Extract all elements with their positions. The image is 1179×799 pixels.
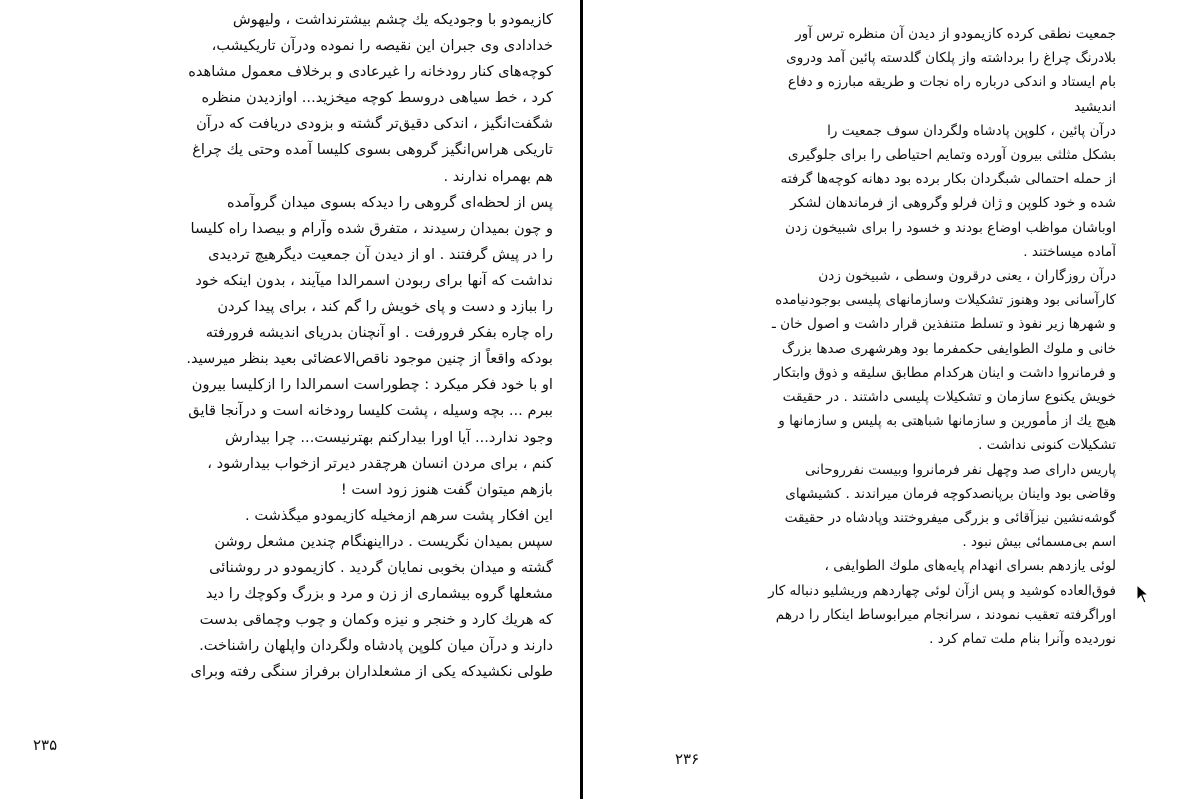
- text-line: گشته و میدان بخوبی نمایان گردید . کازیمودو در روشنائی: [209, 558, 553, 576]
- text-line: پاریس دارای صد وچهل نفر فرمانروا وبیست نفرروحانی: [805, 461, 1116, 478]
- text-line: را در پیش گرفتند . او از دیدن آن جمعیت دیگرهیچ تردیدی: [208, 245, 553, 263]
- page-gutter-divider: [580, 0, 583, 799]
- text-line: خویش یکنوع سازمان و تشکیلات پلیسی داشتند . در حقیقت: [782, 389, 1116, 406]
- text-line: تاریکی هراس‌انگیز گروهی بسوی کلیسا آمده وحتی یك چراغ: [192, 141, 553, 159]
- text-line: مشعلها گروه بیشماری از زن و مرد و بزرگ وکوچك را دید: [205, 585, 553, 603]
- text-line: خانی و ملوك الطوایفی حکمفرما بود وهرشهری صدها بزرگ: [781, 340, 1116, 357]
- text-line: و شهرها زیر نفوذ و تسلط متنفذین قرار داشت و اصول خان ـ: [771, 316, 1116, 333]
- left-page: [0, 0, 582, 799]
- text-line: راه چاره بفکر فرورفت . او آنچنان بدریای اندیشه فرورفته: [205, 324, 553, 342]
- left-page-number: ۲۳۵: [33, 736, 58, 754]
- text-line: سپس بمیدان نگریست . درااینهنگام چندین مشعل روشن: [214, 532, 553, 550]
- right-page-text: [676, 22, 1116, 651]
- text-line: اوراگرفته تعقیب نمودند ، سرانجام میرابوساط اینکار را درهم: [775, 606, 1116, 623]
- text-line: نوردیده وآنرا بنام ملت تمام کرد .: [929, 631, 1116, 648]
- text-line: شده و خود کلوپن و ژان فرلو وگروهی از فرماندهان لشکر: [790, 195, 1116, 212]
- right-page: [584, 0, 1179, 799]
- text-line: پس از لحظه‌ای گروهی را دیدکه بسوی میدان گروآمده: [227, 193, 553, 211]
- text-line: طولی نکشیدکه یکی از مشعلداران برفراز سنگی رفته وبرای: [190, 663, 553, 681]
- text-line: گوشه‌نشین نیزآقائی و بزرگی میفروختند وپادشاه در حقیقت: [784, 510, 1116, 527]
- text-line: و فرمانروا داشت و اینان هرکدام مطابق سلیقه و ذوق وابتکار: [773, 364, 1116, 381]
- text-line: نداشت که آنها برای ربودن اسمرالدا میآیند ، بدون اینکه خود: [195, 271, 553, 289]
- text-line: آماده میساختند .: [1023, 243, 1116, 260]
- text-line: وقاضی بود واینان برپانصدکوچه فرمان میراندند . کشیشهای: [785, 485, 1116, 502]
- text-line: لوئی یازدهم بسرای انهدام پایه‌های ملوك الطوایفی ،: [824, 558, 1116, 575]
- text-line: کازیمودو با وجودیکه یك چشم بیشترنداشت ، ولیهوش: [232, 11, 553, 28]
- text-line: او با خود فکر میکرد : چطوراست اسمرالدا را ازکلیسا بیرون: [191, 376, 553, 394]
- text-line: کنم ، برای مردن انسان هرچقدر دیرتر ازخواب بیدارشود ،: [207, 454, 553, 472]
- text-line: درآن پائین ، کلوپن پادشاه ولگردان سوف جمعیت را: [827, 122, 1116, 139]
- text-line: خدادادی وی جبران این نقیصه را نموده ودرآن تاریکیشب،: [211, 37, 553, 55]
- text-line: و چون بمیدان رسیدند ، متفرق شده وآرام و بیصدا راه کلیسا: [190, 219, 553, 237]
- text-line: کرد ، خط سیاهی دروسط کوچه میخزید... اوازدیدن منظره: [201, 89, 553, 107]
- text-line: کوچه‌های کنار رودخانه را غیرعادی و برخلاف معمول مشاهده: [188, 63, 553, 81]
- text-line: ببرم ... بچه وسیله ، پشت کلیسا رودخانه است و درآنجا قایق: [188, 402, 553, 420]
- text-line: هم بهمراه ندارند .: [443, 167, 553, 185]
- text-line: وجود ندارد... آیا اورا بیدارکنم بهترنیست... چرا بیدارش: [224, 428, 553, 446]
- text-line: کارآسانی بود وهنوز تشکیلات وسازمانهای پلیسی بوجودنیامده: [775, 292, 1116, 309]
- text-line: اوباشان مواظب اوضاع بودند و خسود را برای شبیخون زدن: [784, 219, 1116, 236]
- text-line: تشکیلات کنونی نداشت .: [978, 437, 1116, 454]
- text-line: بودکه واقعاً از چنین موجود ناقص‌الاعضائی بعید بنظر میرسید.: [186, 350, 553, 368]
- text-line: را ببازد و دست و پای خویش را گم کند ، برای پیدا کردن: [217, 298, 553, 316]
- text-line: بام ایستاد و اندکی درباره راه نجات و طریقه مبارزه و دفاع: [787, 74, 1116, 91]
- text-line: جمعیت نطقی کرده کازیمودو از دیدن آن منظره ترس آور: [795, 26, 1116, 42]
- text-line: اندیشید: [1074, 98, 1116, 115]
- text-line: این افکار پشت سرهم ازمخیله کازیمودو میگذشت .: [245, 506, 553, 524]
- text-line: بشکل مثلثی بیرون آورده وتمایم احتیاطی را برای جلوگیری: [787, 147, 1116, 164]
- text-line: فوق‌العاده کوشید و پس ازآن لوئی چهاردهم وریشلیو دنباله کار: [768, 582, 1116, 599]
- text-line: اسم بی‌مسمائی بیش نبود .: [962, 534, 1116, 551]
- text-line: درآن روزگاران ، یعنی درقرون وسطی ، شبیخون زدن: [818, 268, 1116, 285]
- text-line: بازهم میتوان گفت هنوز زود است !: [340, 480, 553, 498]
- text-line: هیچ یك از مأمورین و سازمانها شباهتی به پلیس و سازمانها و: [778, 413, 1116, 430]
- text-line: از حمله احتمالی شبگردان بکار برده بود دهانه کوچه‌ها گرفته: [780, 171, 1116, 188]
- text-line: شگفت‌انگیز ، اندکی دقیق‌تر گشته و بزودی دریافت که درآن: [196, 115, 553, 133]
- right-page-number: ۲۳۶: [675, 750, 700, 768]
- text-line: که هریك کارد و خنجر و نیزه وکمان و چوب وچماقی بدست: [199, 611, 553, 629]
- mouse-pointer-icon: [1136, 584, 1150, 604]
- left-page-text: [33, 7, 553, 685]
- text-line: بلادرنگ چراغ را برداشته واز پلکان گلدسته پائین آمد ودروی: [786, 50, 1116, 67]
- text-line: دارند و درآن میان کلوپن پادشاه ولگردان واپلهان راشناخت.: [199, 637, 553, 655]
